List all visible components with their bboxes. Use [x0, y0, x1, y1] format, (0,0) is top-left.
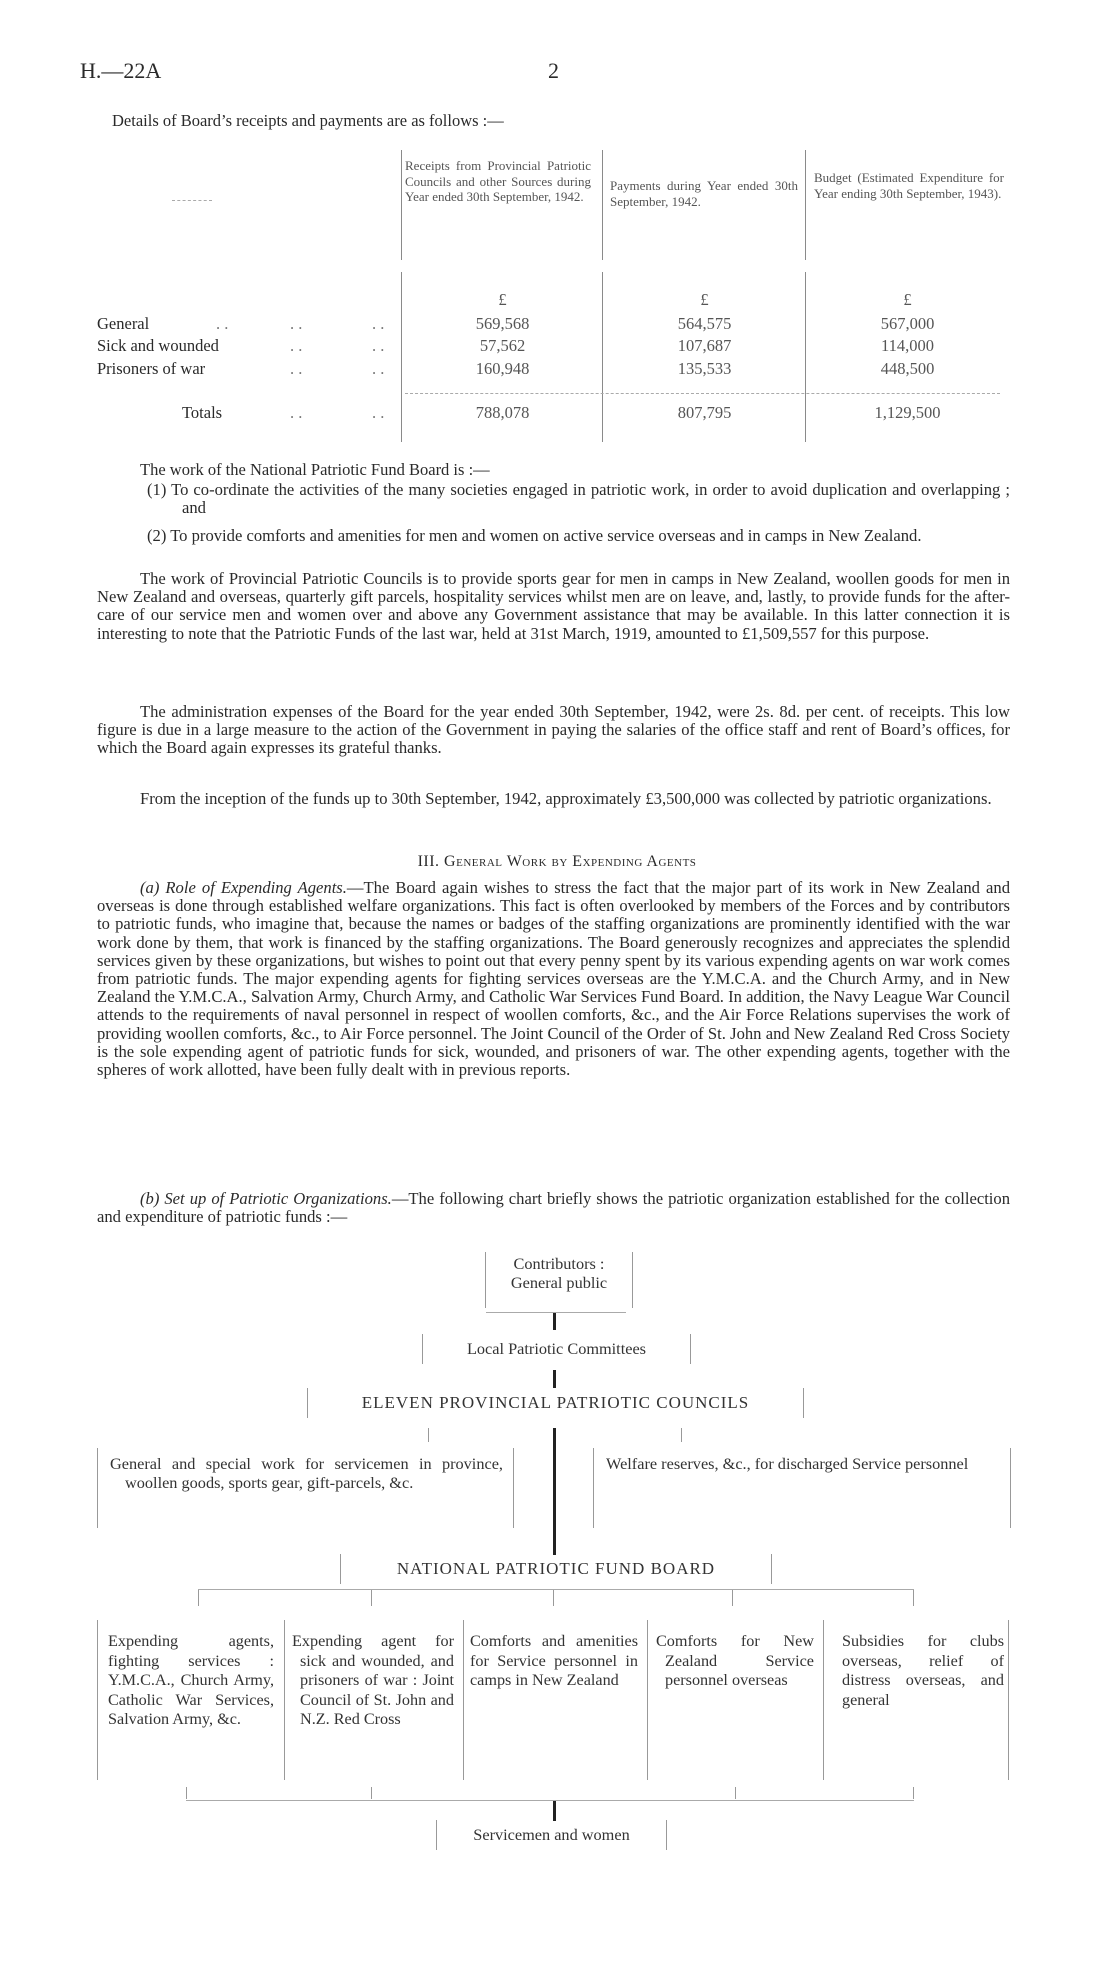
total-cell: 807,795 [677, 403, 732, 422]
chart-node-text: Welfare reserves, &c., for discharged Service personnel [606, 1454, 969, 1473]
chart-cell-comforts-nz: Comforts and amenities for Service personnel in camps in New Zealand [470, 1632, 638, 1689]
table-cell: 107,687 [677, 336, 732, 355]
table-cell: 114,000 [880, 336, 934, 355]
contributors-detail: General public [510, 1273, 608, 1292]
row-label-general: General [97, 314, 150, 333]
table-divider [805, 150, 806, 260]
cell-border [823, 1620, 824, 1780]
connector-line [486, 1312, 626, 1313]
connector-line [681, 1428, 682, 1442]
chart-node-welfare-reserves [593, 1448, 1011, 1528]
connector-line [735, 1787, 736, 1799]
total-cell: 1,129,500 [874, 403, 941, 422]
chart-cell-comforts-overseas: Comforts for New Zealand Service personnel overseas [656, 1632, 814, 1689]
totals-label: Totals [182, 403, 223, 422]
cell-border [97, 1620, 98, 1780]
connector-line [553, 1428, 556, 1555]
work-item: (1) To co-ordinate the activities of the many societies engaged in patriotic work, in order to avoid duplication and overlapping ; and [147, 480, 1010, 518]
table-divider [401, 150, 402, 260]
paragraph-administration: The administration expenses of the Board for the year ended 30th September, 1942, were 2s. 8d. per cent. of receipts. This low figure is due in a large measure to the action of the Government in paying the salaries of the office staff and rent of Board’s offices, for which the Board again expresses its grateful thanks. [97, 702, 1010, 758]
chart-cell-subsidies: Subsidies for clubs overseas, relief of distress overseas, and general [842, 1632, 1004, 1709]
connector-line [553, 1590, 554, 1606]
table-stub-dash [172, 200, 212, 201]
table-cell: 448,500 [880, 359, 935, 378]
leader-dots: . . [290, 336, 303, 355]
row-label-prisoners-of-war: Prisoners of war [97, 359, 206, 378]
connector-line [732, 1590, 733, 1606]
chart-node-servicemen: Servicemen and women [436, 1820, 667, 1850]
table-cell: 567,000 [880, 314, 935, 333]
table-intro: Details of Board’s receipts and payments are as follows :— [112, 111, 504, 130]
column-header-receipts: Receipts from Provincial Patriotic Councils and other Sources during Year ended 30th September, 1942. [405, 158, 591, 204]
connector-line [198, 1589, 914, 1590]
connector-line [428, 1428, 429, 1442]
row-label-sick-and-wounded: Sick and wounded [97, 336, 219, 355]
leader-dots: . . [290, 403, 303, 422]
leader-dots: . . [372, 359, 385, 378]
currency-symbol: £ [700, 290, 709, 309]
cell-border [647, 1620, 648, 1780]
cell-border [463, 1620, 464, 1780]
leader-dots: . . [290, 314, 303, 333]
chart-cell-fighting-services: Expending agents, fighting services : Y.M.C.A., Church Army, Catholic War Services, Salvation Army, &c. [108, 1632, 274, 1728]
work-intro: The work of the National Patriotic Fund Board is :— [140, 460, 490, 479]
chart-node-local-committees: Local Patriotic Committees [422, 1334, 691, 1364]
chart-cell-sick-wounded: Expending agent for sick and wounded, and prisoners of war : Joint Council of St. John and N.Z. Red Cross [292, 1632, 454, 1728]
connector-line [371, 1787, 372, 1799]
leader-dots: . . [372, 336, 385, 355]
table-divider [602, 272, 603, 442]
leader-dots: . . [372, 403, 385, 422]
connector-line [553, 1313, 556, 1330]
section-title: III. General Work by Expending Agents [417, 853, 697, 870]
connector-line [186, 1800, 914, 1801]
work-item: (2) To provide comforts and amenities for men and women on active service overseas and in camps in New Zealand. [147, 526, 922, 545]
table-divider [401, 272, 402, 442]
table-divider [602, 150, 603, 260]
leader-dots: . . [372, 314, 385, 333]
column-header-budget: Budget (Estimated Expenditure for Year ending 30th September, 1943). [814, 170, 1004, 201]
connector-line [553, 1370, 556, 1388]
connector-line [913, 1787, 914, 1799]
chart-node-national-board: NATIONAL PATRIOTIC FUND BOARD [340, 1554, 772, 1584]
leader-dots: . . [216, 314, 229, 333]
table-cell: 569,568 [475, 314, 530, 333]
currency-symbol: £ [498, 290, 507, 309]
paragraph-text: —The Board again wishes to stress the fact that the major part of its work in New Zealand and overseas is done through established welfare organizations. This fact is often overlooked by members of the Forces and by contributors to patriotic funds, who imagine that, because the names or badges of the staffing organizations are prominently identified with the war work done by them, that work is financed by the staffing organizations. The Board generously recognizes and appreciates the splendid services given by these organizations, but wishes to point out that every penny spent by its various expending agents on war work comes from patriotic funds. The major expending agents for fighting services overseas are the Y.M.C.A. and the Church Army, and in New Zealand the Y.M.C.A., Salvation Army, Church Army, and Catholic War Services Fund Board. In addition, the Navy League War Council attends to the requirements of naval personnel in respect of woollen comforts, &c., and the Air Force Relations supervises the work of providing woollen comforts, &c., to Air Force personnel. The Joint Council of the Order of St. John and New Zealand Red Cross Society is the sole expending agent of patriotic funds for sick, wounded, and prisoners of war. The other expending agents, together with the spheres of work allotted, have been fully dealt with in previous reports. [97, 878, 1011, 1080]
connector-line [186, 1787, 187, 1799]
chart-node-provincial-councils: ELEVEN PROVINCIAL PATRIOTIC COUNCILS [307, 1388, 804, 1418]
chart-node-contributors [485, 1252, 633, 1308]
connector-line [371, 1590, 372, 1606]
totals-rule [405, 393, 1000, 394]
table-cell: 135,533 [677, 359, 732, 378]
page-number: 2 [548, 58, 559, 83]
paragraph-label: (a) Role of Expending Agents. [140, 878, 347, 897]
leader-dots: . . [290, 359, 303, 378]
paragraph-text: —The following chart briefly shows the patriotic organization established for the collection and expenditure of patriotic funds :— [97, 1189, 1011, 1227]
cell-border [1008, 1620, 1009, 1780]
paragraph-label: (b) Set up of Patriotic Organizations. [140, 1189, 392, 1208]
table-cell: 160,948 [475, 359, 530, 378]
connector-line [913, 1590, 914, 1606]
chart-node-text: General and special work for servicemen in province, woollen goods, sports gear, gift-parcels, &c. [110, 1454, 503, 1492]
table-divider [805, 272, 806, 442]
chart-node-servicemen-work [97, 1448, 514, 1528]
cell-border [284, 1620, 285, 1780]
connector-line [198, 1590, 199, 1606]
total-cell: 788,078 [475, 403, 530, 422]
currency-symbol: £ [903, 290, 912, 309]
contributors-label: Contributors : [513, 1254, 605, 1273]
column-header-payments: Payments during Year ended 30th September, 1942. [610, 178, 798, 209]
paragraph-provincial-councils: The work of Provincial Patriotic Councils is to provide sports gear for men in camps in New Zealand, woollen goods for men in New Zealand and overseas, quarterly gift parcels, hospitality services whilst men are on leave, and, lastly, to provide funds for the after-care of our service men and women over and above any Government assistance that may be available. In this latter connection it is interesting to note that the Patriotic Funds of the last war, held at 31st March, 1919, amounted to £1,509,557 for this purpose. [97, 569, 1010, 643]
connector-line [553, 1801, 556, 1821]
paragraph-set-up [97, 1190, 1010, 1226]
paragraph-role-of-expending-agents [97, 879, 1010, 1079]
table-cell: 57,562 [479, 336, 526, 355]
table-cell: 564,575 [677, 314, 732, 333]
document-reference: H.—22A [80, 58, 162, 83]
paragraph-inception: From the inception of the funds up to 30th September, 1942, approximately £3,500,000 was collected by patriotic organizations. [140, 789, 992, 808]
